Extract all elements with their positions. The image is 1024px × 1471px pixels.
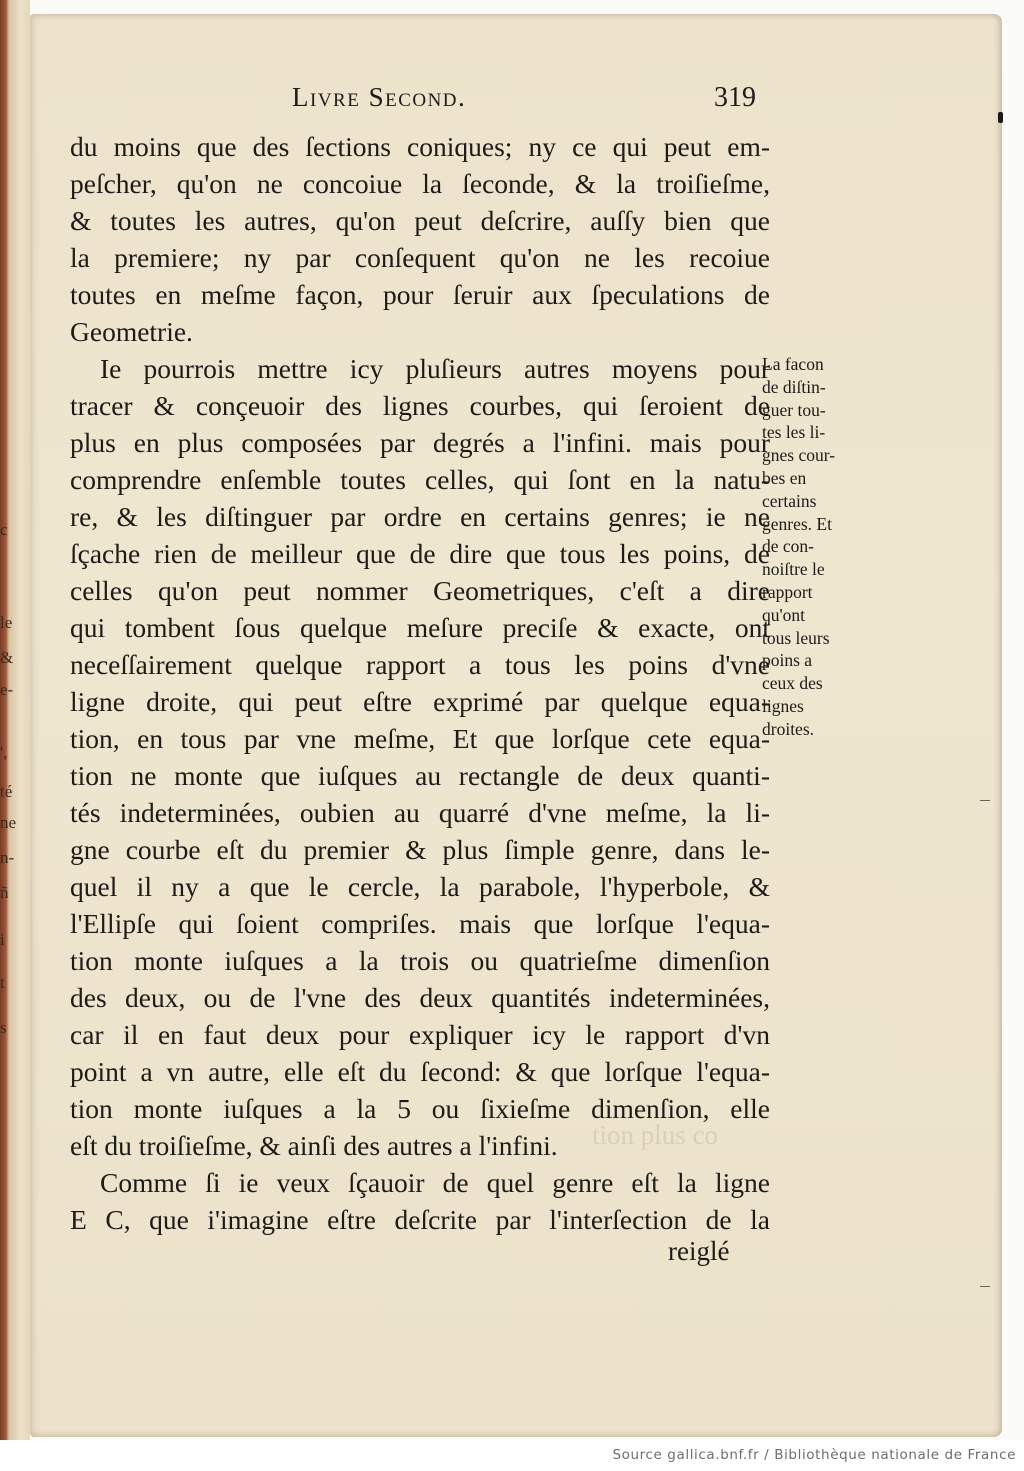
text-line: Ie pourrois mettre icy pluſieurs autres moyens pour (100, 353, 770, 384)
previous-page-fragment: ne (0, 813, 17, 832)
text-line: tés indeterminées, oubien au quarré d'vne meſme, la li- (70, 797, 770, 828)
marginal-note-line: genres. Et (762, 513, 832, 534)
text-line: comprendre enſemble toutes celles, qui ſont en la natu- (70, 464, 770, 495)
text-line: tion monte iuſques a la trois ou quatrieſme dimenſion (70, 945, 770, 976)
text-line: qui tombent ſous quelque meſure preciſe & exacte, ont (70, 612, 770, 643)
text-line: du moins que des ſections coniques; ny ce qui peut em- (70, 131, 770, 162)
previous-page-fragment: & (0, 648, 14, 667)
source-attribution: Source gallica.bnf.fr / Bibliothèque nationale de France (612, 1447, 1016, 1463)
previous-page-edge (0, 0, 30, 1440)
marginal-note (762, 353, 874, 741)
running-head: Livre Second. (292, 82, 467, 112)
text-line: Geometrie. (70, 316, 193, 347)
previous-page-fragment: c (0, 520, 8, 539)
text-line: neceſſairement quelque rapport a tous les poins d'vne (70, 649, 770, 680)
previous-page-fragment: s (0, 1018, 7, 1037)
text-line: gne courbe eſt du premier & plus ſimple genre, dans le- (70, 834, 770, 865)
text-line: tion, en tous par vne meſme, Et que lorſque cete equa- (70, 723, 770, 754)
marginal-note-line: certains (762, 490, 817, 511)
page-edge-tick (980, 1286, 990, 1287)
text-line: E C, que i'imagine eſtre deſcrite par l'interſection de la (70, 1204, 770, 1235)
text-line: l'Ellipſe qui ſoient compriſes. mais que lorſque l'equa- (70, 908, 770, 939)
previous-page-fragment: ñ (0, 883, 9, 902)
text-line: ligne droite, qui peut eſtre exprimé par quelque equa- (70, 686, 770, 717)
page-edge-mark (998, 112, 1003, 123)
source-footer (0, 1440, 1024, 1471)
text-line: des deux, ou de l'vne des deux quantités indeterminées, (70, 982, 770, 1013)
marginal-note-line: lignes (762, 695, 804, 716)
text-line: tion ne monte que iuſques au rectangle de deux quanti- (70, 760, 770, 791)
marginal-note-line: tous leurs (762, 627, 830, 648)
marginal-note-line: ceux des (762, 673, 823, 694)
text-line: ſçache rien de meilleur que de dire que tous les poins, de (70, 538, 770, 569)
text-line: celles qu'on peut nommer Geometriques, c'eſt a dire (70, 575, 770, 606)
text-line: & toutes les autres, qu'on peut deſcrire, auſſy bien que (70, 205, 770, 236)
text-line: la premiere; ny par conſequent qu'on ne les recoiue (70, 242, 770, 273)
marginal-note-line: La facon (762, 354, 824, 374)
marginal-note-line: de con- (762, 536, 814, 557)
previous-page-fragment: e- (0, 680, 14, 699)
previous-page-fragment: ', (0, 743, 8, 762)
marginal-note-line: de diſtin- (762, 376, 826, 397)
previous-page-fragment: le (0, 613, 13, 632)
catchword: reiglé (668, 1236, 730, 1266)
text-line: plus en plus composées par degrés a l'infini. mais pour (70, 427, 770, 458)
page-edge-tick (980, 800, 990, 801)
text-line: re, & les diſtinguer par ordre en certains genres; ie ne (70, 501, 770, 532)
text-line: tion monte iuſques a la 5 ou ſixieſme dimenſion, elle (70, 1093, 770, 1124)
text-line: peſcher, qu'on ne concoiue la ſeconde, & la troiſieſme, (70, 168, 770, 199)
marginal-note-line: droites. (762, 718, 815, 739)
marginal-note-line: noiſtre le (762, 559, 825, 580)
text-line: toutes en meſme façon, pour ſeruir aux ſpeculations de (70, 279, 770, 310)
marginal-note-line: rapport (762, 581, 813, 602)
marginal-note-line: tes les li- (762, 422, 826, 443)
marginal-note-line: guer tou- (762, 399, 826, 420)
previous-page-fragment: té (0, 782, 13, 801)
previous-page-fragment: n- (0, 848, 15, 867)
text-line: point a vn autre, elle eſt du ſecond: & que lorſque l'equa- (70, 1056, 770, 1087)
previous-page-fragment: t (0, 973, 5, 992)
text-line: tracer & conçeuoir des lignes courbes, qui ſeroient de (70, 390, 770, 421)
text-line: quel il ny a que le cercle, la parabole, l'hyperbole, & (70, 871, 770, 902)
marginal-note-line: bes en (762, 467, 807, 488)
marginal-note-line: qu'ont (762, 604, 806, 625)
main-text-block (70, 128, 770, 1238)
text-line: car il en faut deux pour expliquer icy le rapport d'vn (70, 1019, 770, 1050)
marginal-note-line: poins a (762, 650, 813, 671)
previous-page-fragment: i (0, 930, 5, 949)
text-line: eſt du troiſieſme, & ainſi des autres a l'infini. (70, 1130, 558, 1161)
marginal-note-line: gnes cour- (762, 445, 836, 466)
page-number: 319 (714, 82, 756, 113)
text-line: Comme ſi ie veux ſçauoir de quel genre eſt la ligne (100, 1167, 770, 1198)
bleed-through-text: tion plus co (592, 1120, 718, 1150)
